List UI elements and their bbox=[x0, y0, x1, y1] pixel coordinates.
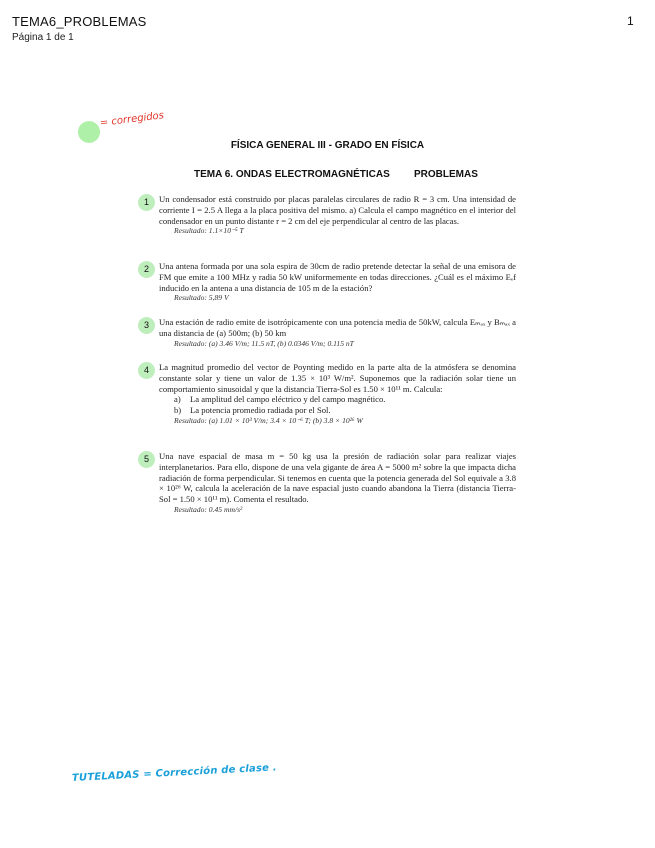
course-title: FÍSICA GENERAL III - GRADO EN FÍSICA bbox=[230, 140, 425, 151]
problem-result: Resultado: 1.1×10⁻⁵ T bbox=[174, 226, 244, 236]
problem-5 bbox=[138, 451, 516, 515]
page-indicator: Página 1 de 1 bbox=[12, 32, 74, 43]
problem-statement: Una antena formada por una sola espira de 30cm de radio pretende detectar la señal de una emisora de FM que emite a 100 MHz y radia 50 kW uniformemente en todas direcciones. ¿Cuál es el máximo Eₑf inducido en la antena a una distancia de 105 m de la estación? bbox=[159, 261, 516, 293]
sub-question-list bbox=[174, 394, 516, 416]
section-title: PROBLEMAS bbox=[414, 169, 478, 180]
problem-number-badge: 2 bbox=[138, 261, 155, 278]
problem-statement: Un condensador está construido por placas paralelas circulares de radio R = 3 cm. Una intensidad de corriente I = 2.5 A llega a la placa positiva del mismo. a) Calcula el campo magnético en el interior del condensador en un punto distante r = 2 cm del eje perpendicular al centro de las placas. bbox=[159, 194, 516, 226]
problem-4 bbox=[138, 362, 516, 426]
topic-title: TEMA 6. ONDAS ELECTROMAGNÉTICAS bbox=[194, 169, 390, 180]
problem-result: Resultado: (a) 1.01 × 10³ V/m; 3.4 × 10⁻⁶ T; (b) 3.8 × 10²⁶ W bbox=[174, 415, 363, 425]
problem-result: Resultado: 5,89 V bbox=[174, 293, 229, 303]
problem-number-badge: 4 bbox=[138, 362, 155, 379]
list-item-text: La potencia promedio radiada por el Sol. bbox=[190, 405, 331, 416]
problem-result: Resultado: 0.45 mm/s² bbox=[174, 504, 243, 514]
problem-result: Resultado: (a) 3.46 V/m; 11.5 nT, (b) 0.0346 V/m; 0.115 nT bbox=[174, 338, 354, 348]
list-item bbox=[174, 405, 516, 416]
problem-statement: La magnitud promedio del vector de Poynting medido en la parte alta de la atmósfera se denomina constante solar y tiene un valor de 1.35 × 10³ W/m². Suponemos que la radiación solar tiene un comportamiento sinusoidal y que la distancia Tierra-Sol es 1.50 × 10¹¹ m. Calcula: bbox=[159, 362, 516, 394]
handwritten-corrected-note: = corregidos bbox=[99, 110, 165, 129]
list-item-text: La amplitud del campo eléctrico y del campo magnético. bbox=[190, 394, 386, 405]
handwritten-footer-note: TUTELADAS = Corrección de clase . bbox=[71, 762, 278, 784]
problem-statement: Una nave espacial de masa m = 50 kg usa la presión de radiación solar para realizar viajes interplanetarios. Para ello, dispone de una vela gigante de área A = 5000 m² sobre la que impacta dicha radiación de forma perpendicular. Si tenemos en cuenta que la potencia generada del Sol equivale a 3.8 × 10²⁶ W, calcula la aceleración de la nave espacial justo cuando abandona la Tierra (distancia Tierra-Sol = 1.50 × 10¹¹ m). Comenta el resultado. bbox=[159, 451, 516, 505]
page-number: 1 bbox=[627, 14, 634, 28]
document-title-header: TEMA6_PROBLEMAS bbox=[12, 14, 147, 29]
problem-1 bbox=[138, 194, 516, 236]
problem-2 bbox=[138, 261, 516, 303]
problem-3 bbox=[138, 317, 516, 349]
problem-number-badge: 1 bbox=[138, 194, 155, 211]
problem-number-badge: 5 bbox=[138, 451, 155, 468]
problem-number-badge: 3 bbox=[138, 317, 155, 334]
list-item-label: a) bbox=[174, 394, 181, 405]
list-item-label: b) bbox=[174, 405, 182, 416]
problem-statement: Una estación de radio emite de isotrópicamente con una potencia media de 50kW, calcula Eₘₐₓ y Bₘₐₓ a una distancia de (a) 500m; (b) 50 km bbox=[159, 317, 516, 338]
list-item bbox=[174, 394, 516, 405]
